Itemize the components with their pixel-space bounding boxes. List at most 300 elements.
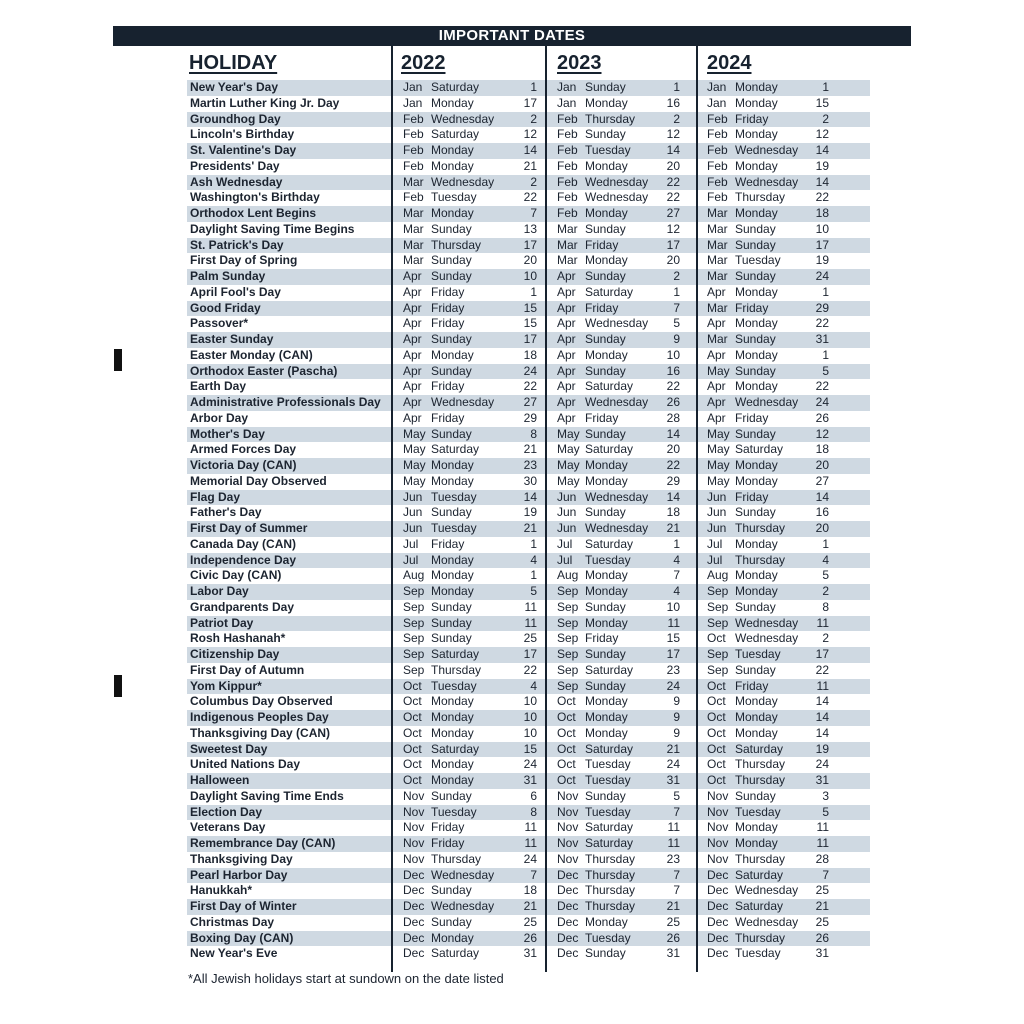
weekday-2022: Monday xyxy=(431,694,474,709)
day-2022: 11 xyxy=(524,836,537,850)
weekday-2024: Monday xyxy=(735,379,778,394)
table-row xyxy=(187,899,870,915)
table-row xyxy=(187,379,870,395)
table-row xyxy=(187,726,870,742)
holiday-name: Palm Sunday xyxy=(190,269,266,283)
weekday-2022: Sunday xyxy=(431,505,472,520)
month-2023: Feb xyxy=(557,111,578,126)
day-2024: 11 xyxy=(816,836,829,850)
day-2024: 1 xyxy=(822,80,829,94)
day-2023: 31 xyxy=(666,946,680,961)
weekday-2024: Sunday xyxy=(735,426,776,441)
month-2022: Mar xyxy=(403,237,424,252)
holiday-name: Canada Day (CAN) xyxy=(190,536,297,551)
month-2024: Oct xyxy=(707,694,726,709)
holiday-name: Independence Day xyxy=(190,552,297,567)
day-2023: 21 xyxy=(666,741,680,756)
table-row xyxy=(187,395,870,411)
weekday-2023: Friday xyxy=(585,300,619,315)
day-2022: 31 xyxy=(523,946,537,961)
weekday-2023: Sunday xyxy=(585,269,626,283)
table-row xyxy=(187,490,870,506)
table-row xyxy=(187,442,870,458)
day-2022: 10 xyxy=(523,710,537,724)
month-2024: Feb xyxy=(707,158,728,173)
day-2023: 21 xyxy=(666,521,680,535)
month-2023: Oct xyxy=(557,757,576,772)
weekday-2022: Wednesday xyxy=(431,174,495,189)
month-2024: Aug xyxy=(707,568,729,583)
day-2023: 24 xyxy=(666,678,680,693)
month-2023: Feb xyxy=(557,143,578,157)
column-divider xyxy=(545,46,547,972)
holiday-name: Good Friday xyxy=(190,300,261,315)
day-2022: 10 xyxy=(523,269,537,283)
table-row xyxy=(187,710,870,726)
table-row xyxy=(187,474,870,490)
weekday-2024: Monday xyxy=(735,158,778,173)
month-2022: Apr xyxy=(403,316,422,331)
weekday-2023: Sunday xyxy=(585,647,626,661)
day-2022: 13 xyxy=(523,221,537,236)
day-2022: 21 xyxy=(523,442,537,457)
weekday-2023: Saturday xyxy=(585,836,634,850)
weekday-2023: Friday xyxy=(585,237,619,252)
month-2022: Apr xyxy=(403,284,422,299)
table-row xyxy=(187,773,870,789)
day-2023: 10 xyxy=(666,347,680,362)
weekday-2023: Wednesday xyxy=(585,395,649,409)
day-2024: 10 xyxy=(815,221,829,236)
month-2023: Dec xyxy=(557,867,579,882)
weekday-2023: Saturday xyxy=(585,379,634,394)
day-2022: 11 xyxy=(524,599,537,614)
month-2024: May xyxy=(707,442,730,457)
month-2023: Nov xyxy=(557,788,579,803)
day-2022: 19 xyxy=(523,505,537,520)
month-2024: Apr xyxy=(707,410,726,425)
weekday-2024: Monday xyxy=(735,206,778,220)
day-2022: 25 xyxy=(523,631,537,646)
weekday-2023: Monday xyxy=(585,584,628,598)
day-2024: 25 xyxy=(815,883,829,898)
weekday-2023: Tuesday xyxy=(585,757,631,772)
month-2024: Jul xyxy=(707,536,723,551)
month-2023: Jul xyxy=(557,552,573,567)
weekday-2023: Tuesday xyxy=(585,552,631,567)
weekday-2023: Thursday xyxy=(585,851,636,866)
weekday-2022: Monday xyxy=(431,158,474,173)
day-2024: 5 xyxy=(822,568,829,583)
day-2022: 8 xyxy=(530,426,537,441)
month-2024: Dec xyxy=(707,883,729,898)
weekday-2022: Monday xyxy=(431,552,474,567)
month-2022: Aug xyxy=(403,568,425,583)
weekday-2024: Friday xyxy=(735,300,769,315)
day-2023: 20 xyxy=(666,158,680,173)
day-2024: 19 xyxy=(815,741,829,756)
holiday-name: Election Day xyxy=(190,804,263,819)
month-2023: Mar xyxy=(557,221,578,236)
holiday-name: Easter Sunday xyxy=(190,332,274,346)
table-row xyxy=(187,600,870,616)
month-2023: Dec xyxy=(557,946,579,961)
weekday-2022: Friday xyxy=(431,536,465,551)
month-2022: Feb xyxy=(403,111,424,126)
weekday-2024: Monday xyxy=(735,836,778,850)
weekday-2023: Monday xyxy=(585,473,628,488)
month-2022: Apr xyxy=(403,347,422,362)
month-2023: Feb xyxy=(557,190,578,205)
month-2024: Jun xyxy=(707,505,727,520)
weekday-2023: Tuesday xyxy=(585,143,631,157)
month-2022: Nov xyxy=(403,836,425,850)
weekday-2022: Monday xyxy=(431,710,474,724)
month-2022: Sep xyxy=(403,631,425,646)
month-2022: May xyxy=(403,473,426,488)
day-2023: 14 xyxy=(666,426,680,441)
month-2023: Apr xyxy=(557,284,576,299)
weekday-2024: Monday xyxy=(735,95,778,110)
month-2023: Mar xyxy=(557,237,578,252)
day-2023: 12 xyxy=(666,221,680,236)
holiday-name: Daylight Saving Time Begins xyxy=(190,221,355,236)
day-2022: 4 xyxy=(530,552,537,567)
holiday-name: Armed Forces Day xyxy=(190,442,297,457)
weekday-2023: Tuesday xyxy=(585,930,631,945)
holiday-name: Boxing Day (CAN) xyxy=(190,930,294,945)
weekday-2024: Monday xyxy=(735,347,778,362)
holiday-name: Daylight Saving Time Ends xyxy=(190,788,344,803)
table-row xyxy=(187,742,870,758)
weekday-2024: Thursday xyxy=(735,552,786,567)
holiday-name: First Day of Autumn xyxy=(190,662,305,677)
day-2022: 21 xyxy=(523,521,537,535)
month-2022: Dec xyxy=(403,946,425,961)
holiday-name: Mother's Day xyxy=(190,426,265,441)
month-2023: Dec xyxy=(557,899,579,913)
year-2022-header: 2022 xyxy=(401,52,446,74)
day-2024: 11 xyxy=(816,615,829,630)
weekday-2023: Saturday xyxy=(585,741,634,756)
day-2024: 18 xyxy=(815,442,829,457)
weekday-2023: Monday xyxy=(585,710,628,724)
day-2024: 20 xyxy=(815,521,829,535)
day-2022: 2 xyxy=(530,174,537,189)
day-2022: 4 xyxy=(530,678,537,693)
month-2024: Oct xyxy=(707,741,726,756)
day-2023: 5 xyxy=(673,316,680,331)
weekday-2022: Friday xyxy=(431,410,465,425)
day-2024: 1 xyxy=(822,536,829,551)
month-2022: Jan xyxy=(403,80,423,94)
weekday-2022: Wednesday xyxy=(431,111,495,126)
binder-tab-marker xyxy=(114,349,122,371)
weekday-2023: Monday xyxy=(585,694,628,709)
month-2023: Dec xyxy=(557,930,579,945)
day-2023: 29 xyxy=(666,473,680,488)
month-2024: Nov xyxy=(707,804,729,819)
weekday-2023: Tuesday xyxy=(585,804,631,819)
month-2023: Sep xyxy=(557,631,579,646)
month-2024: Nov xyxy=(707,820,729,835)
day-2024: 21 xyxy=(815,899,829,913)
month-2022: Apr xyxy=(403,300,422,315)
weekday-2024: Thursday xyxy=(735,757,786,772)
holiday-name: Easter Monday (CAN) xyxy=(190,347,313,362)
holiday-column-header: HOLIDAY xyxy=(189,52,278,74)
day-2024: 2 xyxy=(822,631,829,646)
month-2024: Apr xyxy=(707,284,726,299)
day-2023: 23 xyxy=(666,662,680,677)
day-2022: 11 xyxy=(524,820,537,835)
weekday-2024: Saturday xyxy=(735,442,784,457)
weekday-2022: Friday xyxy=(431,836,465,850)
day-2024: 19 xyxy=(815,253,829,268)
table-row xyxy=(187,553,870,569)
weekday-2022: Monday xyxy=(431,458,474,472)
month-2023: Nov xyxy=(557,851,579,866)
holiday-table xyxy=(187,80,870,962)
month-2024: Sep xyxy=(707,584,729,598)
holiday-name: Sweetest Day xyxy=(190,741,268,756)
day-2024: 11 xyxy=(816,820,829,835)
month-2024: May xyxy=(707,473,730,488)
day-2022: 31 xyxy=(523,773,537,787)
day-2022: 10 xyxy=(523,694,537,709)
weekday-2022: Sunday xyxy=(431,426,472,441)
day-2022: 25 xyxy=(523,914,537,929)
weekday-2022: Tuesday xyxy=(431,521,477,535)
weekday-2022: Monday xyxy=(431,95,474,110)
weekday-2023: Wednesday xyxy=(585,190,649,205)
day-2024: 31 xyxy=(815,332,829,346)
day-2024: 22 xyxy=(815,316,829,331)
day-2022: 22 xyxy=(523,662,537,677)
day-2022: 21 xyxy=(523,899,537,913)
month-2024: Sep xyxy=(707,599,729,614)
day-2024: 28 xyxy=(815,851,829,866)
holiday-name: Orthodox Lent Begins xyxy=(190,206,316,220)
table-row xyxy=(187,915,870,931)
month-2022: Oct xyxy=(403,757,422,772)
weekday-2024: Monday xyxy=(735,458,778,472)
month-2022: Oct xyxy=(403,741,422,756)
day-2023: 14 xyxy=(666,143,680,157)
month-2023: Apr xyxy=(557,410,576,425)
day-2022: 30 xyxy=(523,473,537,488)
table-row xyxy=(187,789,870,805)
weekday-2022: Wednesday xyxy=(431,867,495,882)
month-2024: Sep xyxy=(707,647,729,661)
month-2024: Oct xyxy=(707,678,726,693)
day-2024: 2 xyxy=(822,584,829,598)
month-2024: Apr xyxy=(707,395,726,409)
holiday-name: Memorial Day Observed xyxy=(190,473,327,488)
holiday-name: Groundhog Day xyxy=(190,111,281,126)
weekday-2024: Saturday xyxy=(735,899,784,913)
weekday-2022: Monday xyxy=(431,568,474,583)
table-row xyxy=(187,348,870,364)
month-2024: Apr xyxy=(707,316,726,331)
weekday-2024: Friday xyxy=(735,489,769,504)
month-2024: Jan xyxy=(707,95,727,110)
day-2024: 27 xyxy=(815,473,829,488)
month-2023: Jun xyxy=(557,489,577,504)
month-2022: Apr xyxy=(403,363,422,378)
month-2022: Mar xyxy=(403,174,424,189)
weekday-2022: Saturday xyxy=(431,80,480,94)
weekday-2023: Sunday xyxy=(585,788,626,803)
footnote: *All Jewish holidays start at sundown on the date listed xyxy=(188,971,504,986)
day-2024: 19 xyxy=(815,158,829,173)
year-2024-header: 2024 xyxy=(707,52,752,74)
holiday-name: Ash Wednesday xyxy=(190,174,283,189)
month-2023: Oct xyxy=(557,725,576,740)
day-2022: 24 xyxy=(523,851,537,866)
weekday-2023: Sunday xyxy=(585,127,626,142)
month-2022: Oct xyxy=(403,694,422,709)
weekday-2022: Thursday xyxy=(431,851,482,866)
weekday-2024: Thursday xyxy=(735,190,786,205)
month-2024: Dec xyxy=(707,930,729,945)
month-2024: May xyxy=(707,458,730,472)
weekday-2022: Sunday xyxy=(431,615,472,630)
weekday-2024: Monday xyxy=(735,536,778,551)
weekday-2023: Monday xyxy=(585,347,628,362)
day-2022: 29 xyxy=(523,410,537,425)
day-2023: 15 xyxy=(666,631,680,646)
holiday-name: Presidents' Day xyxy=(190,158,280,173)
month-2024: Oct xyxy=(707,631,726,646)
weekday-2023: Monday xyxy=(585,206,628,220)
weekday-2022: Saturday xyxy=(431,127,480,142)
weekday-2023: Thursday xyxy=(585,111,636,126)
day-2023: 18 xyxy=(666,505,680,520)
holiday-name: First Day of Spring xyxy=(190,253,298,268)
day-2023: 7 xyxy=(673,867,680,882)
day-2023: 7 xyxy=(673,568,680,583)
holiday-name: Father's Day xyxy=(190,505,262,520)
holiday-name: Administrative Professionals Day xyxy=(190,395,381,409)
weekday-2023: Friday xyxy=(585,631,619,646)
month-2023: Oct xyxy=(557,741,576,756)
day-2022: 26 xyxy=(523,930,537,945)
weekday-2024: Monday xyxy=(735,316,778,331)
day-2023: 27 xyxy=(666,206,680,220)
day-2024: 11 xyxy=(816,678,829,693)
day-2024: 22 xyxy=(815,379,829,394)
weekday-2024: Sunday xyxy=(735,599,776,614)
holiday-name: Victoria Day (CAN) xyxy=(190,458,297,472)
weekday-2022: Sunday xyxy=(431,788,472,803)
day-2024: 17 xyxy=(815,237,829,252)
day-2022: 1 xyxy=(530,284,537,299)
table-row xyxy=(187,584,870,600)
weekday-2022: Friday xyxy=(431,379,465,394)
table-row xyxy=(187,868,870,884)
day-2022: 22 xyxy=(523,190,537,205)
holiday-name: Christmas Day xyxy=(190,914,275,929)
month-2023: Sep xyxy=(557,647,579,661)
month-2022: Sep xyxy=(403,615,425,630)
weekday-2023: Friday xyxy=(585,410,619,425)
holiday-name: Thanksgiving Day (CAN) xyxy=(190,725,331,740)
weekday-2022: Monday xyxy=(431,584,474,598)
month-2023: Sep xyxy=(557,615,579,630)
weekday-2024: Thursday xyxy=(735,851,786,866)
weekday-2024: Thursday xyxy=(735,930,786,945)
weekday-2024: Tuesday xyxy=(735,647,781,661)
weekday-2024: Sunday xyxy=(735,662,776,677)
day-2024: 12 xyxy=(815,426,829,441)
weekday-2022: Sunday xyxy=(431,253,472,268)
day-2022: 6 xyxy=(530,788,537,803)
weekday-2024: Monday xyxy=(735,725,778,740)
weekday-2022: Wednesday xyxy=(431,395,495,409)
holiday-name: Pearl Harbor Day xyxy=(190,867,288,882)
weekday-2023: Tuesday xyxy=(585,773,631,787)
weekday-2023: Monday xyxy=(585,158,628,173)
day-2023: 26 xyxy=(666,930,680,945)
weekday-2023: Sunday xyxy=(585,80,626,94)
month-2024: Sep xyxy=(707,662,729,677)
day-2022: 5 xyxy=(530,584,537,598)
day-2022: 1 xyxy=(530,568,537,583)
table-row xyxy=(187,427,870,443)
weekday-2022: Saturday xyxy=(431,741,480,756)
month-2024: Feb xyxy=(707,127,728,142)
table-row xyxy=(187,285,870,301)
weekday-2024: Monday xyxy=(735,710,778,724)
day-2022: 15 xyxy=(523,741,537,756)
day-2024: 14 xyxy=(815,694,829,709)
weekday-2024: Wednesday xyxy=(735,395,799,409)
weekday-2022: Monday xyxy=(431,725,474,740)
weekday-2023: Monday xyxy=(585,725,628,740)
month-2022: Feb xyxy=(403,143,424,157)
day-2024: 20 xyxy=(815,458,829,472)
table-row xyxy=(187,206,870,222)
day-2023: 17 xyxy=(666,647,680,661)
weekday-2023: Sunday xyxy=(585,505,626,520)
table-row xyxy=(187,269,870,285)
month-2024: Jun xyxy=(707,489,727,504)
table-row xyxy=(187,647,870,663)
day-2023: 1 xyxy=(673,284,680,299)
table-row xyxy=(187,757,870,773)
table-row xyxy=(187,883,870,899)
month-2024: Mar xyxy=(707,269,728,283)
month-2022: May xyxy=(403,458,426,472)
day-2022: 15 xyxy=(523,300,537,315)
weekday-2022: Friday xyxy=(431,300,465,315)
weekday-2023: Saturday xyxy=(585,442,634,457)
month-2022: Dec xyxy=(403,930,425,945)
day-2022: 7 xyxy=(530,206,537,220)
weekday-2023: Monday xyxy=(585,615,628,630)
weekday-2024: Wednesday xyxy=(735,615,799,630)
weekday-2022: Tuesday xyxy=(431,678,477,693)
weekday-2023: Thursday xyxy=(585,899,636,913)
table-row xyxy=(187,820,870,836)
day-2024: 24 xyxy=(815,757,829,772)
day-2024: 14 xyxy=(815,143,829,157)
weekday-2022: Friday xyxy=(431,284,465,299)
month-2022: Nov xyxy=(403,788,425,803)
day-2023: 22 xyxy=(666,190,680,205)
month-2023: Jun xyxy=(557,521,577,535)
